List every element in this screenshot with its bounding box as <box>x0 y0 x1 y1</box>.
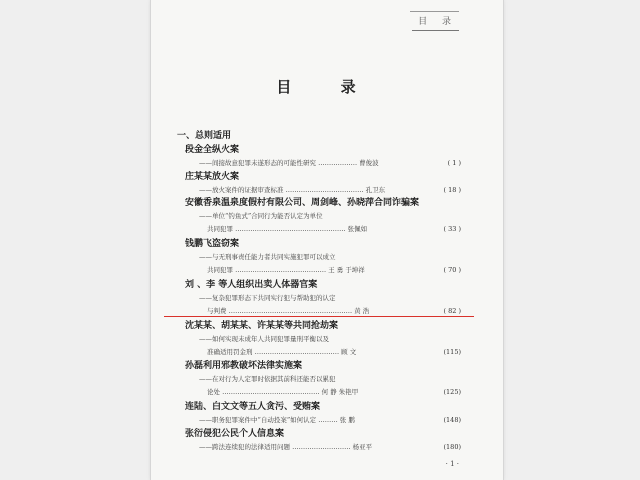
toc-entry <box>185 428 461 454</box>
toc-line <box>185 414 461 427</box>
toc-line-text: ——跨法连续犯的法律适用问题 ……………………… 杨亚平 <box>199 443 373 451</box>
case-title: 钱鹏飞盗窃案 <box>185 239 240 249</box>
toc-line <box>185 210 461 223</box>
toc-line <box>185 333 461 346</box>
case-title: 庄某某放火案 <box>185 172 240 182</box>
toc-page-ref: ( 33 ) <box>443 225 461 233</box>
case-title: 沈某某、胡某某、许某某等共同抢劫案 <box>185 321 339 331</box>
case-title: 刘 、李 等人组织出卖人体器官案 <box>185 280 318 290</box>
red-underline-annotation <box>164 316 474 317</box>
toc-line-text: ——复杂犯罪形态下共同实行犯与帮助犯的认定 <box>199 294 336 302</box>
case-title: 连陆、白文文等五人贪污、受贿案 <box>185 402 321 412</box>
toc-line <box>185 441 461 454</box>
toc-line-text: ——职务犯罪案件中“自动投案”如何认定 ……… 张 鹏 <box>199 416 355 424</box>
toc-line-text: ——间接故意犯罪未遂形态的可能性研究 ……………… 曹俊波 <box>199 159 379 167</box>
toc-line <box>185 346 461 359</box>
toc-entry <box>185 171 461 197</box>
toc-page-ref: (180) <box>443 443 461 451</box>
case-title: 孙磊利用邪教破坏法律实施案 <box>185 361 303 371</box>
running-header: 目 录 <box>412 14 459 31</box>
toc-line-text: ——在对行为人定罪时依据其前科还能否以累犯 <box>199 375 336 383</box>
toc-entry <box>185 401 461 427</box>
toc-line-text: ——与无刑事责任能力者共同实施犯罪可以成立 <box>199 253 336 261</box>
section-heading: 一、总则适用 <box>177 131 232 141</box>
toc-line-text: ——单位“钓鱼式”合同行为能否认定为单位 <box>199 212 323 220</box>
toc-line-text: 准确适用罚金刑 ………………………………… 顾 文 <box>207 348 357 356</box>
toc-entry <box>185 279 461 318</box>
toc-page-ref: (148) <box>443 416 461 424</box>
toc-line-text: 共同犯罪 …………………………………… 王 勇 于坤祥 <box>207 266 365 274</box>
toc-line <box>185 223 461 236</box>
page-number: · 1 · <box>445 460 459 468</box>
case-title: 段金全纵火案 <box>185 145 240 155</box>
toc-page-ref: ( 1 ) <box>447 159 461 167</box>
toc-page-ref: ( 70 ) <box>443 266 461 274</box>
toc-page-ref: ( 82 ) <box>443 307 461 315</box>
toc-entry <box>185 197 461 236</box>
toc-page-ref: (125) <box>443 388 461 396</box>
toc-line <box>185 373 461 386</box>
toc-line <box>185 292 461 305</box>
page-title: 目 录 <box>276 78 378 96</box>
case-title: 安徽香泉温泉度假村有限公司、周剑峰、孙晓萍合同诈骗案 <box>185 198 420 208</box>
toc-line-text: ——放火案件的证据审查标准 ……………………………… 孔卫东 <box>199 186 386 194</box>
toc-page-ref: ( 18 ) <box>443 186 461 194</box>
toc-line <box>185 264 461 277</box>
toc-line-text: 论处 ……………………………………… 何 静 朱艳甲 <box>207 388 359 396</box>
toc-line <box>185 251 461 264</box>
toc-entry <box>185 144 461 170</box>
toc-line <box>185 157 461 170</box>
case-title: 张衍侵犯公民个人信息案 <box>185 429 285 439</box>
toc-entry <box>185 320 461 359</box>
toc-entry <box>185 238 461 277</box>
toc-line-text: 与判费 ………………………………………………… 黄 浩 <box>207 307 370 315</box>
toc-page-ref: (115) <box>443 348 461 356</box>
toc-line-text: ——如何实现未成年人共同犯罪量刑平衡以及 <box>199 335 329 343</box>
toc-line <box>185 386 461 399</box>
book-page <box>150 0 504 480</box>
toc-line-text: 共同犯罪 …………………………………………… 张佩如 <box>207 225 368 233</box>
toc-line <box>185 184 461 197</box>
toc-entry <box>185 360 461 399</box>
